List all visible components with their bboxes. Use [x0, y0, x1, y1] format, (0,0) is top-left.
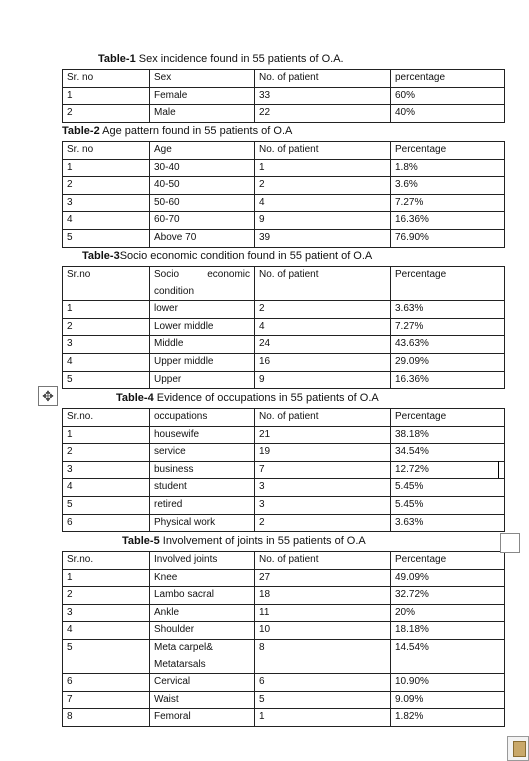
table-cell: 6 — [63, 674, 150, 692]
table-row — [63, 444, 505, 462]
table-header-cell: occupations — [150, 409, 255, 427]
table-cell: 16 — [255, 353, 391, 371]
table-row — [63, 639, 505, 673]
table-cell: 12.72% — [391, 461, 505, 479]
table-row — [63, 622, 505, 640]
table-cell: Middle — [150, 336, 255, 354]
table-row — [63, 159, 505, 177]
table-cell: 29.09% — [391, 353, 505, 371]
table-cell: 40% — [391, 105, 505, 123]
table-4-caption — [116, 392, 379, 405]
table-row — [63, 496, 505, 514]
table-header-cell: No. of patient — [255, 552, 391, 570]
table-cell: 24 — [255, 336, 391, 354]
table-header-row — [63, 409, 505, 427]
table-header-cell: Socio economic condition — [150, 267, 255, 301]
table-header-row — [63, 267, 505, 301]
table-cell: 40-50 — [150, 177, 255, 195]
table-header-cell: Sex — [150, 70, 255, 88]
table-cell: 16.36% — [391, 212, 505, 230]
table-2-caption — [62, 125, 292, 138]
table-cell: 1 — [63, 159, 150, 177]
table-header-cell: Sr.no. — [63, 552, 150, 570]
table-row — [63, 229, 505, 247]
table-cell: Cervical — [150, 674, 255, 692]
table-cell: 4 — [63, 479, 150, 497]
table-header-cell: No. of patient — [255, 142, 391, 160]
table-cell: 27 — [255, 569, 391, 587]
table-3-caption-label: Table-3 — [82, 250, 120, 262]
table-row — [63, 105, 505, 123]
table-header-cell: Sr.no. — [63, 409, 150, 427]
table-cell: 1 — [255, 159, 391, 177]
table-cell: 2 — [255, 301, 391, 319]
table-cell: 8 — [255, 639, 391, 673]
table-cell: Waist — [150, 691, 255, 709]
table-cell: 39 — [255, 229, 391, 247]
table-cell: Lambo sacral — [150, 587, 255, 605]
table-cell: 3 — [63, 336, 150, 354]
table-header-cell: Percentage — [391, 142, 505, 160]
table-cell: 50-60 — [150, 194, 255, 212]
table-cell: Lower middle — [150, 318, 255, 336]
table-1 — [62, 69, 505, 123]
table-cell: 5 — [63, 496, 150, 514]
table-cell: Shoulder — [150, 622, 255, 640]
table-header-cell: percentage — [391, 70, 505, 88]
table-cell: 5.45% — [391, 479, 505, 497]
table-cell: 7.27% — [391, 318, 505, 336]
table-cell: 30-40 — [150, 159, 255, 177]
table-cell: 21 — [255, 426, 391, 444]
table-header-row — [63, 552, 505, 570]
table-header-cell: No. of patient — [255, 70, 391, 88]
table-row — [63, 336, 505, 354]
text-cursor — [498, 461, 499, 478]
table-cell: 1 — [63, 87, 150, 105]
table-header-row — [63, 70, 505, 88]
table-2-caption-text: Age pattern found in 55 patients of O.A — [99, 125, 293, 137]
table-cell: 3 — [255, 496, 391, 514]
table-cell: Upper — [150, 371, 255, 389]
table-cell: 49.09% — [391, 569, 505, 587]
table-cell: 3 — [63, 604, 150, 622]
table-cell: 2 — [63, 105, 150, 123]
table-3 — [62, 266, 505, 389]
table-cell: 2 — [63, 177, 150, 195]
table-cell: Meta carpel& Metatarsals — [150, 639, 255, 673]
table-cell: 3 — [63, 194, 150, 212]
table-cell: 2 — [63, 587, 150, 605]
table-cell: 2 — [63, 444, 150, 462]
table-cell: 9 — [255, 212, 391, 230]
table-header-cell: No. of patient — [255, 409, 391, 427]
table-cell: Knee — [150, 569, 255, 587]
table-5-caption-label: Table-5 — [122, 535, 160, 547]
table-cell: 34.54% — [391, 444, 505, 462]
table-1-caption — [98, 53, 344, 66]
table-1-caption-text: Sex incidence found in 55 patients of O.A. — [135, 53, 344, 65]
table-row — [63, 87, 505, 105]
table-cell: 5.45% — [391, 496, 505, 514]
table-cell: student — [150, 479, 255, 497]
table-row — [63, 371, 505, 389]
table-cell: 4 — [63, 212, 150, 230]
table-header-cell: Percentage — [391, 267, 505, 301]
table-row — [63, 212, 505, 230]
table-header-cell: Sr. no — [63, 70, 150, 88]
table-cell: 4 — [63, 622, 150, 640]
table-row — [63, 318, 505, 336]
table-row — [63, 301, 505, 319]
table-cell: 3 — [255, 479, 391, 497]
table-cell: retired — [150, 496, 255, 514]
table-cell: 1 — [255, 709, 391, 727]
table-cell: 76.90% — [391, 229, 505, 247]
table-cell: 5 — [63, 229, 150, 247]
table-cell: 60% — [391, 87, 505, 105]
table-header-cell: Percentage — [391, 409, 505, 427]
table-row — [63, 479, 505, 497]
table-cell: 1.8% — [391, 159, 505, 177]
table-5-caption-text: Involvement of joints in 55 patients of O.A — [159, 535, 366, 547]
table-cell: service — [150, 444, 255, 462]
table-2-caption-label: Table-2 — [62, 125, 100, 137]
table-3-caption — [82, 250, 372, 263]
table-cell: 2 — [255, 177, 391, 195]
table-5 — [62, 551, 505, 727]
table-cell: Upper middle — [150, 353, 255, 371]
table-cell: 2 — [63, 318, 150, 336]
table-cell: 1 — [63, 301, 150, 319]
table-cell: 9.09% — [391, 691, 505, 709]
table-header-cell: No. of patient — [255, 267, 391, 301]
table-3-caption-text: Socio economic condition found in 55 patient of O.A — [119, 250, 373, 262]
clipboard-icon[interactable] — [507, 736, 529, 761]
table-5-caption — [122, 535, 366, 548]
table-4-caption-label: Table-4 — [116, 392, 154, 404]
table-cell: 3.63% — [391, 301, 505, 319]
table-row — [63, 604, 505, 622]
table-cell: 19 — [255, 444, 391, 462]
table-cell: 18.18% — [391, 622, 505, 640]
table-cell: 10 — [255, 622, 391, 640]
table-cell: Above 70 — [150, 229, 255, 247]
table-cell: 3.63% — [391, 514, 505, 532]
table-header-cell: Age — [150, 142, 255, 160]
table-cell: business — [150, 461, 255, 479]
table-resize-handle[interactable] — [500, 533, 520, 553]
table-cell: 7 — [255, 461, 391, 479]
table-4 — [62, 408, 505, 532]
table-cell: 1 — [63, 569, 150, 587]
table-cell: 3 — [63, 461, 150, 479]
table-cell: Ankle — [150, 604, 255, 622]
table-cell: 4 — [63, 353, 150, 371]
table-row — [63, 177, 505, 195]
table-row — [63, 461, 505, 479]
table-cell: 4 — [255, 318, 391, 336]
table-row — [63, 674, 505, 692]
table-header-cell: Sr.no — [63, 267, 150, 301]
table-cell: Physical work — [150, 514, 255, 532]
table-cell: 60-70 — [150, 212, 255, 230]
table-cell: 38.18% — [391, 426, 505, 444]
table-row — [63, 709, 505, 727]
table-cell: Femoral — [150, 709, 255, 727]
table-row — [63, 569, 505, 587]
table-cell: 11 — [255, 604, 391, 622]
table-cell: 5 — [63, 639, 150, 673]
table-cell: 8 — [63, 709, 150, 727]
table-header-cell: Sr. no — [63, 142, 150, 160]
table-cell: 3.6% — [391, 177, 505, 195]
table-1-caption-label: Table-1 — [98, 53, 136, 65]
table-cell: lower — [150, 301, 255, 319]
table-cell: 6 — [63, 514, 150, 532]
table-row — [63, 514, 505, 532]
table-cell: 4 — [255, 194, 391, 212]
table-cell: 6 — [255, 674, 391, 692]
table-row — [63, 587, 505, 605]
table-cell: 20% — [391, 604, 505, 622]
table-cell: 5 — [255, 691, 391, 709]
move-arrows-icon[interactable]: ✥ — [38, 386, 58, 406]
table-cell: 10.90% — [391, 674, 505, 692]
table-header-cell: Involved joints — [150, 552, 255, 570]
table-row — [63, 194, 505, 212]
table-cell: 43.63% — [391, 336, 505, 354]
table-4-caption-text: Evidence of occupations in 55 patients of O.A — [153, 392, 379, 404]
table-cell: 33 — [255, 87, 391, 105]
table-header-cell: Percentage — [391, 552, 505, 570]
table-cell: 5 — [63, 371, 150, 389]
table-cell: Male — [150, 105, 255, 123]
table-cell: 7 — [63, 691, 150, 709]
table-cell: 32.72% — [391, 587, 505, 605]
table-cell: housewife — [150, 426, 255, 444]
table-cell: 14.54% — [391, 639, 505, 673]
table-row — [63, 426, 505, 444]
table-cell: 9 — [255, 371, 391, 389]
table-cell: 22 — [255, 105, 391, 123]
table-cell: 1 — [63, 426, 150, 444]
table-header-row — [63, 142, 505, 160]
table-row — [63, 691, 505, 709]
table-cell: 1.82% — [391, 709, 505, 727]
table-row — [63, 353, 505, 371]
table-cell: 7.27% — [391, 194, 505, 212]
table-cell: 2 — [255, 514, 391, 532]
table-cell: Female — [150, 87, 255, 105]
table-cell: 16.36% — [391, 371, 505, 389]
table-cell: 18 — [255, 587, 391, 605]
table-2 — [62, 141, 505, 248]
